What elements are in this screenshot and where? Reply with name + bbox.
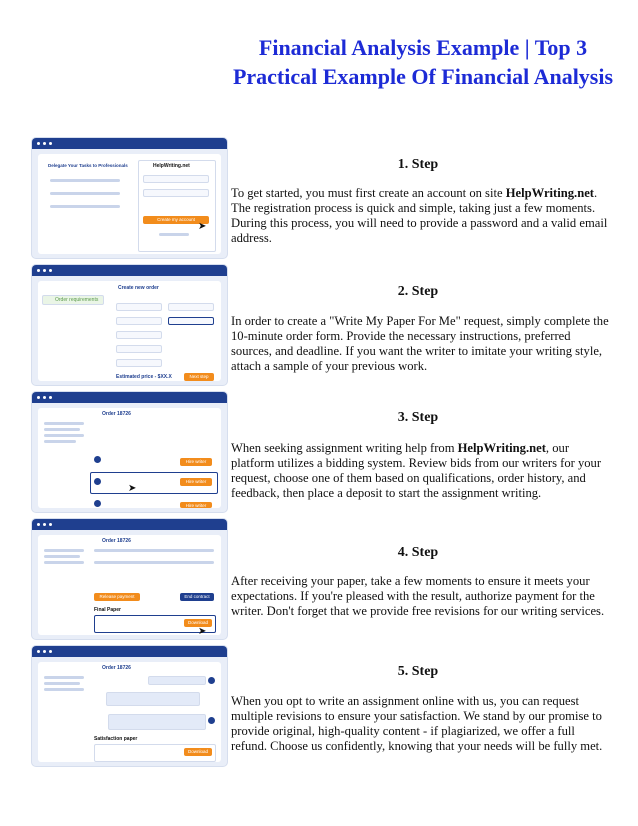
thumb-heading: Delegate Your Tasks to Professionals	[48, 163, 128, 168]
step3-heading: 3. Step	[397, 410, 439, 425]
hire-writer-button[interactable]: Hire writer	[180, 478, 212, 486]
download-button[interactable]: Download	[184, 619, 212, 627]
step5-text: When you opt to write an assignment online with us, you can request multiple revisions to ensure your satisfaction. We stand by our promise to provide original, high-quality content - if plagiarized, we offer a full refund. Choose us confidently, knowing that your needs will be fully met.	[231, 694, 603, 753]
step4-screenshot	[32, 519, 227, 639]
order-heading: Order 18726	[102, 665, 131, 671]
release-payment-button[interactable]: Release payment	[94, 593, 140, 601]
step4-text: After receiving your paper, take a few moments to ensure it meets your expectations. If you're pleased with the result, authorize payment for the writer. Don't forget that we provide free revisions for our writing services.	[231, 574, 605, 618]
cursor-icon: ➤	[198, 221, 207, 232]
step2-text: In order to create a "Write My Paper For Me" request, simply complete the 10-minute order form. Provide the necessary instructions, preferred sources, and deadline. If you want the writer to imitate your writing style, attach a sample of your previous work.	[231, 314, 609, 373]
cursor-icon: ➤	[128, 483, 137, 494]
window-titlebar	[32, 265, 227, 276]
signup-form	[138, 160, 216, 252]
end-contract-button[interactable]: End contract	[180, 593, 214, 601]
step5-heading: 5. Step	[397, 664, 439, 679]
brand-logo: HelpWriting.net	[153, 163, 190, 169]
cursor-icon: ➤	[198, 626, 207, 637]
step1-screenshot	[32, 138, 227, 258]
page-title: Financial Analysis Example | Top 3 Practical Example Of Financial Analysis	[232, 35, 614, 89]
window-titlebar	[32, 646, 227, 657]
order-heading: Order 18726	[102, 411, 131, 417]
hire-writer-button[interactable]: Hire writer	[180, 458, 212, 466]
create-order-heading: Create new order	[118, 285, 159, 291]
step4-heading: 4. Step	[397, 545, 439, 560]
step1-heading: 1. Step	[397, 157, 439, 172]
step2-heading: 2. Step	[397, 284, 439, 299]
satisfaction-paper-label: Satisfaction paper	[94, 736, 138, 742]
create-account-button[interactable]: Create my account	[143, 216, 209, 224]
step5-screenshot	[32, 646, 227, 766]
step2-screenshot	[32, 265, 227, 385]
final-paper-label: Final Paper	[94, 607, 121, 613]
order-requirements-tab[interactable]: Order requirements	[42, 295, 104, 305]
hire-writer-button[interactable]: Hire writer	[180, 502, 212, 508]
next-step-button[interactable]: Next step	[184, 373, 214, 381]
window-titlebar	[32, 138, 227, 149]
step3-screenshot	[32, 392, 227, 512]
step1-text: To get started, you must first create an account on site HelpWriting.net. The registration process is quick and simple, taking just a few moments. During this process, you will need to provide a password and a valid email address.	[231, 186, 608, 245]
step3-text: When seeking assignment writing help from HelpWriting.net, our platform utilizes a bidding system. Review bids from our writers for your request, choose one of them based on qualifications, order history, and feedback, then place a deposit to start the assignment writing.	[231, 441, 602, 500]
order-heading: Order 18726	[102, 538, 131, 544]
window-titlebar	[32, 392, 227, 403]
window-titlebar	[32, 519, 227, 530]
download-button[interactable]: Download	[184, 748, 212, 756]
estimated-price: Estimated price - $XX.X	[116, 374, 172, 380]
